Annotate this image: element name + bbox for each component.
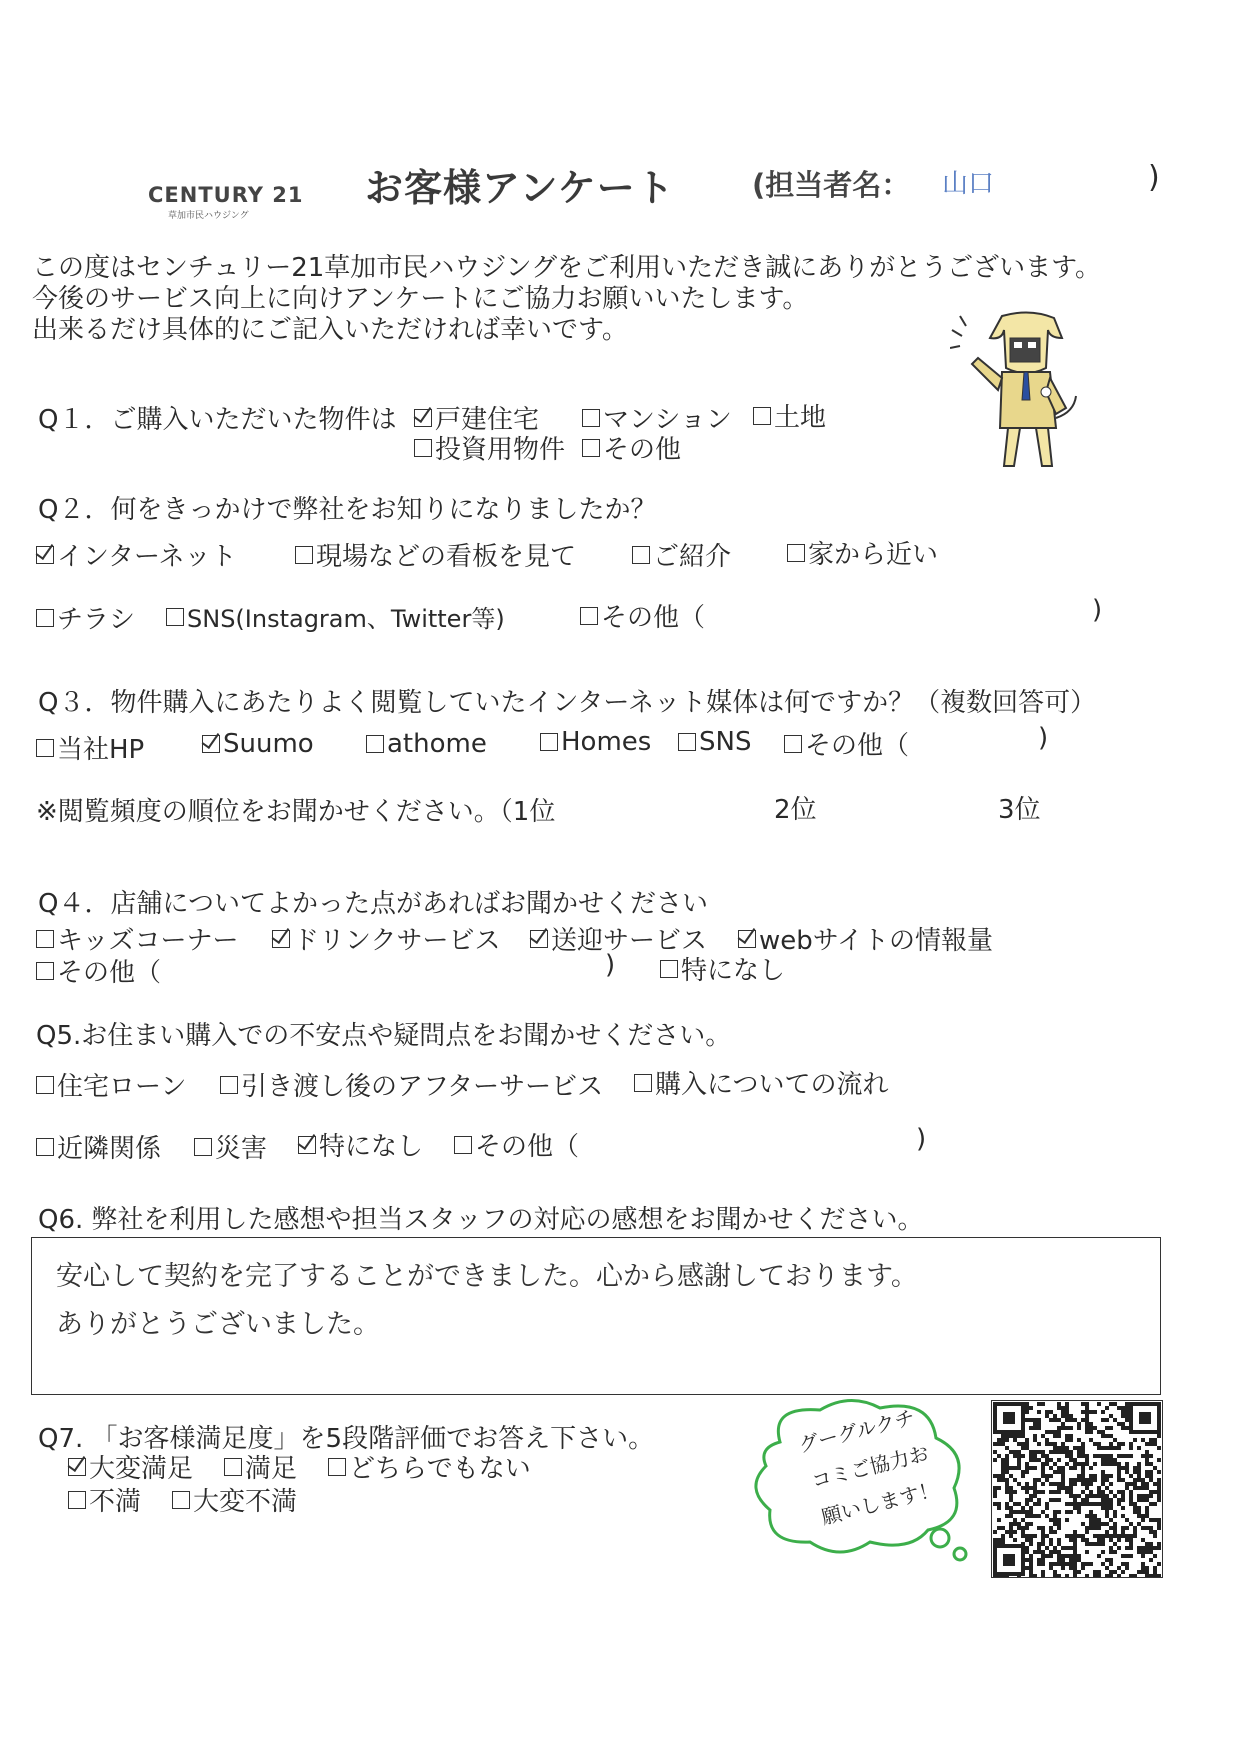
q3-option-athome[interactable]: athome bbox=[366, 729, 487, 759]
checkbox-icon bbox=[172, 1491, 190, 1509]
checkbox-icon bbox=[36, 930, 54, 948]
q2-option-flyer[interactable]: チラシ bbox=[36, 599, 135, 636]
checkbox-icon bbox=[678, 733, 696, 751]
intro-line-1: この度はセンチュリー21草加市民ハウジングをご利用いただき誠にありがとうございます。 bbox=[32, 253, 1102, 283]
checkbox-icon bbox=[753, 407, 771, 425]
q4-option-pickup-service[interactable]: 送迎サービス bbox=[530, 920, 707, 957]
checkbox-checked-icon bbox=[738, 930, 756, 948]
q5-option-after-service[interactable]: 引き渡し後のアフターサービス bbox=[220, 1066, 603, 1103]
checkbox-icon bbox=[634, 1074, 652, 1092]
q7-option-dissatisfied[interactable]: 不満 bbox=[68, 1481, 141, 1518]
q6-answer-line-2: ありがとうございました。 bbox=[56, 1309, 380, 1340]
q7-option-very-satisfied[interactable]: 大変満足 bbox=[68, 1448, 193, 1485]
q7-option-neutral[interactable]: どちらでもない bbox=[328, 1448, 531, 1485]
intro-line-3: 出来るだけ具体的にご記入いただければ幸いです。 bbox=[32, 315, 628, 345]
staff-name-value: 山口 bbox=[942, 169, 995, 199]
q1-option-land[interactable]: 土地 bbox=[753, 397, 826, 434]
logo-subtext: 草加市民ハウジング bbox=[168, 211, 249, 221]
checkbox-icon bbox=[540, 733, 558, 751]
q2-other-close: ) bbox=[1092, 595, 1103, 625]
q3-option-homes[interactable]: Homes bbox=[540, 727, 651, 757]
checkbox-icon bbox=[454, 1136, 472, 1154]
checkbox-checked-icon bbox=[36, 546, 54, 564]
q2-question: Q２．何をきっかけで弊社をお知りになりましたか？ bbox=[38, 495, 657, 525]
checkbox-checked-icon bbox=[202, 735, 220, 753]
checkbox-icon bbox=[220, 1076, 238, 1094]
checkbox-checked-icon bbox=[414, 409, 432, 427]
q3-ranking-label: ※閲覧頻度の順位をお聞かせください。（1位 bbox=[36, 797, 556, 827]
q4-question: Q４．店舗についてよかった点があればお聞かせください bbox=[38, 889, 708, 919]
checkbox-icon bbox=[36, 962, 54, 980]
checkbox-icon bbox=[36, 739, 54, 757]
q1-option-investment[interactable]: 投資用物件 bbox=[414, 429, 565, 466]
checkbox-icon bbox=[194, 1138, 212, 1156]
q1-question: Q１．ご購入いただいた物件は bbox=[38, 405, 397, 435]
q6-answer-line-1: 安心して契約を完了することができました。心から感謝しております。 bbox=[56, 1261, 918, 1292]
q3-question: Q３．物件購入にあたりよく閲覧していたインターネット媒体は何ですか？（複数回答可） bbox=[38, 688, 1097, 718]
q1-option-mansion[interactable]: マンション bbox=[582, 399, 732, 436]
q2-option-internet[interactable]: インターネット bbox=[36, 536, 237, 573]
q3-option-other[interactable]: その他（ bbox=[784, 725, 909, 762]
checkbox-checked-icon bbox=[272, 930, 290, 948]
q4-option-website-info[interactable]: webサイトの情報量 bbox=[738, 920, 993, 957]
checkbox-icon bbox=[582, 409, 600, 427]
q6-answer-box[interactable] bbox=[31, 1237, 1161, 1395]
q4-option-kids-corner[interactable]: キッズコーナー bbox=[36, 920, 238, 957]
checkbox-icon bbox=[660, 960, 678, 978]
q5-option-neighbors[interactable]: 近隣関係 bbox=[36, 1128, 161, 1165]
checkbox-icon bbox=[366, 735, 384, 753]
q4-option-other[interactable]: その他（ bbox=[36, 952, 161, 989]
q3-option-suumo[interactable]: Suumo bbox=[202, 729, 314, 759]
bubble-line-3: 願いします！ bbox=[818, 1476, 942, 1530]
q2-option-near-home[interactable]: 家から近い bbox=[787, 534, 938, 571]
q3-rank-2: 2位 bbox=[774, 795, 817, 825]
bubble-line-2: コミご協力お bbox=[808, 1440, 932, 1494]
checkbox-icon bbox=[295, 546, 313, 564]
q3-other-close: ) bbox=[1038, 723, 1049, 753]
q1-option-detached-house[interactable]: 戸建住宅 bbox=[414, 399, 539, 436]
q2-option-signboard[interactable]: 現場などの看板を見て bbox=[295, 536, 576, 573]
q5-option-other[interactable]: その他（ bbox=[454, 1126, 579, 1163]
q3-rank-3: 3位 bbox=[998, 795, 1041, 825]
checkbox-icon bbox=[784, 735, 802, 753]
q5-option-nothing[interactable]: 特になし bbox=[298, 1126, 423, 1163]
q4-option-nothing[interactable]: 特になし bbox=[660, 950, 785, 987]
bubble-line-1: グーグルクチ bbox=[795, 1405, 918, 1458]
checkbox-icon bbox=[68, 1491, 86, 1509]
q7-option-very-dissatisfied[interactable]: 大変不満 bbox=[172, 1481, 297, 1518]
checkbox-icon bbox=[36, 1138, 54, 1156]
q2-option-referral[interactable]: ご紹介 bbox=[632, 536, 731, 573]
checkbox-icon bbox=[582, 439, 600, 457]
checkbox-icon bbox=[166, 608, 184, 626]
q7-option-satisfied[interactable]: 満足 bbox=[224, 1448, 297, 1485]
checkbox-icon bbox=[632, 546, 650, 564]
q5-option-housing-loan[interactable]: 住宅ローン bbox=[36, 1066, 186, 1103]
checkbox-icon bbox=[580, 607, 598, 625]
qr-code-icon[interactable] bbox=[991, 1400, 1163, 1578]
q7-question: Q7. 「お客様満足度」を5段階評価でお答え下さい。 bbox=[38, 1424, 655, 1454]
qr-code-pattern bbox=[992, 1401, 1162, 1577]
intro-line-2: 今後のサービス向上に向けアンケートにご協力お願いいたします。 bbox=[32, 284, 809, 314]
mascot-dog-illustration bbox=[950, 308, 1085, 473]
q1-option-other[interactable]: その他 bbox=[582, 429, 681, 466]
q5-option-purchase-flow[interactable]: 購入についての流れ bbox=[634, 1064, 888, 1101]
checkbox-icon bbox=[787, 544, 805, 562]
staff-name-close: ) bbox=[1148, 160, 1160, 195]
checkbox-icon bbox=[36, 609, 54, 627]
q3-option-sns[interactable]: SNS bbox=[678, 727, 751, 757]
logo-text: CENTURY 21 bbox=[148, 183, 304, 207]
checkbox-icon bbox=[36, 1076, 54, 1094]
checkbox-checked-icon bbox=[530, 930, 548, 948]
checkbox-icon bbox=[224, 1458, 242, 1476]
checkbox-checked-icon bbox=[68, 1458, 86, 1476]
q4-option-drink-service[interactable]: ドリンクサービス bbox=[272, 920, 500, 957]
q5-other-close: ) bbox=[916, 1124, 927, 1154]
checkbox-icon bbox=[328, 1458, 346, 1476]
q6-question: Q6. 弊社を利用した感想や担当スタッフの対応の感想をお聞かせください。 bbox=[38, 1205, 924, 1235]
checkbox-checked-icon bbox=[298, 1136, 316, 1154]
q5-option-disaster[interactable]: 災害 bbox=[194, 1128, 267, 1165]
q5-question: Q5.お住まい購入での不安点や疑問点をお聞かせください。 bbox=[36, 1021, 732, 1051]
page-title: お客様アンケート bbox=[365, 166, 675, 210]
q4-other-close: ) bbox=[605, 950, 616, 980]
q3-option-company-hp[interactable]: 当社HP bbox=[36, 729, 144, 766]
company-logo bbox=[148, 183, 303, 221]
q2-option-other[interactable]: その他（ bbox=[580, 597, 705, 634]
q2-option-sns[interactable]: SNS(Instagram、Twitter等) bbox=[166, 599, 505, 634]
checkbox-icon bbox=[414, 439, 432, 457]
staff-name-label: (担当者名： bbox=[752, 168, 911, 202]
